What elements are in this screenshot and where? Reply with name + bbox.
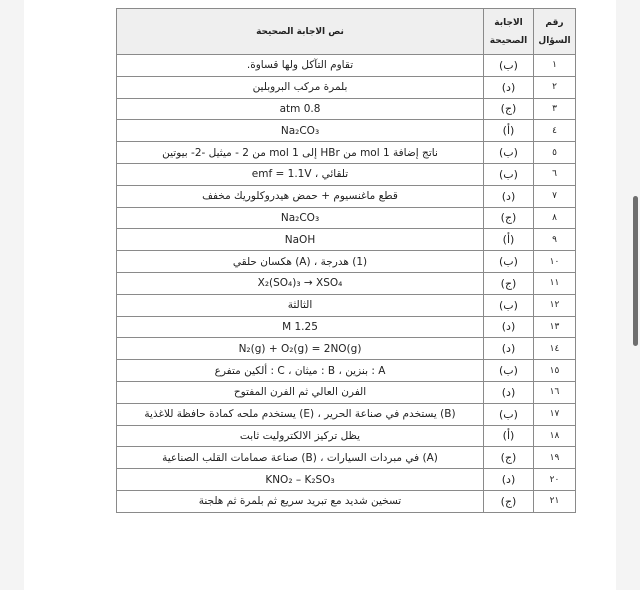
table-row	[117, 294, 576, 316]
question-number-cell: ١٠	[534, 251, 576, 273]
question-number-cell: ١١	[534, 272, 576, 294]
scrollbar-thumb[interactable]	[633, 196, 638, 346]
question-number-cell: ١٨	[534, 425, 576, 447]
table-body	[117, 55, 576, 513]
answer-letter-cell: (د)	[484, 338, 534, 360]
answer-text-cell: N₂(g) + O₂(g) = 2NO(g)	[117, 338, 484, 360]
table-row	[117, 381, 576, 403]
question-number-cell: ١٩	[534, 447, 576, 469]
question-number-cell: ٢٠	[534, 469, 576, 491]
answer-text-cell: Na₂CO₃	[117, 207, 484, 229]
table-row	[117, 185, 576, 207]
table-row	[117, 316, 576, 338]
question-number-cell: ١٤	[534, 338, 576, 360]
table-row	[117, 251, 576, 273]
answer-text-cell: (1) هدرجة ، (A) هكسان حلقي	[117, 251, 484, 273]
table-row	[117, 163, 576, 185]
answer-letter-cell: (ج)	[484, 207, 534, 229]
header-answer-text: نص الاجابة الصحيحة	[117, 9, 484, 55]
table-row	[117, 469, 576, 491]
question-number-cell: ١٦	[534, 381, 576, 403]
answer-text-cell: 1.25 M	[117, 316, 484, 338]
answer-letter-cell: (ب)	[484, 251, 534, 273]
answer-text-cell: تقاوم التآكل ولها قساوة.	[117, 55, 484, 77]
table-row	[117, 360, 576, 382]
question-number-cell: ٥	[534, 142, 576, 164]
answer-text-cell: ناتج إضافة 1 mol من HBr إلى 1 mol من 2 - ميثيل -2- بيوتين	[117, 142, 484, 164]
answer-text-cell: الثالثة	[117, 294, 484, 316]
question-number-cell: ٣	[534, 98, 576, 120]
table-row	[117, 490, 576, 512]
question-number-cell: ٩	[534, 229, 576, 251]
answer-letter-cell: (ب)	[484, 163, 534, 185]
answer-text-cell: تلقائي ، emf = 1.1V	[117, 163, 484, 185]
header-question-number	[534, 9, 576, 55]
table-row	[117, 207, 576, 229]
answer-text-cell: KNO₂ – K₂SO₃	[117, 469, 484, 491]
answer-letter-cell: (أ)	[484, 425, 534, 447]
answer-table	[116, 8, 576, 513]
table-row	[117, 98, 576, 120]
answer-letter-cell: (أ)	[484, 229, 534, 251]
answer-text-cell: (A) في مبردات السيارات ، (B) صناعة صمامات القلب الصناعية	[117, 447, 484, 469]
answer-letter-cell: (ب)	[484, 403, 534, 425]
answer-text-cell: قطع ماغنسيوم + حمض هيدروكلوريك مخفف	[117, 185, 484, 207]
answer-text-cell: بلمرة مركب البروبلين	[117, 76, 484, 98]
answer-letter-cell: (ج)	[484, 490, 534, 512]
header-ans-line2: الصحيحة	[489, 35, 528, 46]
answer-letter-cell: (ب)	[484, 360, 534, 382]
table-row	[117, 229, 576, 251]
question-number-cell: ٧	[534, 185, 576, 207]
table-row	[117, 76, 576, 98]
answer-letter-cell: (د)	[484, 381, 534, 403]
header-correct-answer	[484, 9, 534, 55]
answer-letter-cell: (د)	[484, 185, 534, 207]
answer-letter-cell: (ب)	[484, 55, 534, 77]
answer-letter-cell: (ب)	[484, 142, 534, 164]
answer-letter-cell: (ج)	[484, 447, 534, 469]
answer-letter-cell: (د)	[484, 469, 534, 491]
table-row	[117, 425, 576, 447]
answer-letter-cell: (ب)	[484, 294, 534, 316]
question-number-cell: ٢١	[534, 490, 576, 512]
question-number-cell: ١	[534, 55, 576, 77]
document-page	[24, 0, 616, 590]
answer-text-cell: تسخين شديد مع تبريد سريع ثم بلمرة ثم هلجنة	[117, 490, 484, 512]
question-number-cell: ٨	[534, 207, 576, 229]
table-row	[117, 272, 576, 294]
answer-text-cell: (B) يستخدم في صناعة الحرير ، (E) يستخدم ملحه كمادة حافظة للاغذية	[117, 403, 484, 425]
answer-text-cell: Na₂CO₃	[117, 120, 484, 142]
table-row	[117, 55, 576, 77]
table-row	[117, 403, 576, 425]
answer-text-cell: يظل تركيز الالكتروليت ثابت	[117, 425, 484, 447]
answer-text-cell: 0.8 atm	[117, 98, 484, 120]
question-number-cell: ١٢	[534, 294, 576, 316]
answer-letter-cell: (أ)	[484, 120, 534, 142]
question-number-cell: ٤	[534, 120, 576, 142]
question-number-cell: ٢	[534, 76, 576, 98]
question-number-cell: ١٧	[534, 403, 576, 425]
answer-letter-cell: (د)	[484, 76, 534, 98]
answer-text-cell: الفرن العالي ثم الفرن المفتوح	[117, 381, 484, 403]
answer-letter-cell: (د)	[484, 316, 534, 338]
header-num-line2: السؤال	[538, 35, 571, 46]
question-number-cell: ١٥	[534, 360, 576, 382]
table-row	[117, 447, 576, 469]
header-ans-line1: الاجابة	[494, 17, 523, 28]
answer-text-cell: X₂(SO₄)₃ → XSO₄	[117, 272, 484, 294]
answer-text-cell: A : بنزين ، B : ميثان ، C : ألكين متفرع	[117, 360, 484, 382]
answer-letter-cell: (ج)	[484, 98, 534, 120]
answer-text-cell: NaOH	[117, 229, 484, 251]
answer-letter-cell: (ج)	[484, 272, 534, 294]
table-row	[117, 338, 576, 360]
table-header-row	[117, 9, 576, 55]
table-row	[117, 120, 576, 142]
question-number-cell: ١٣	[534, 316, 576, 338]
table-row	[117, 142, 576, 164]
question-number-cell: ٦	[534, 163, 576, 185]
header-num-line1: رقم	[545, 17, 564, 28]
